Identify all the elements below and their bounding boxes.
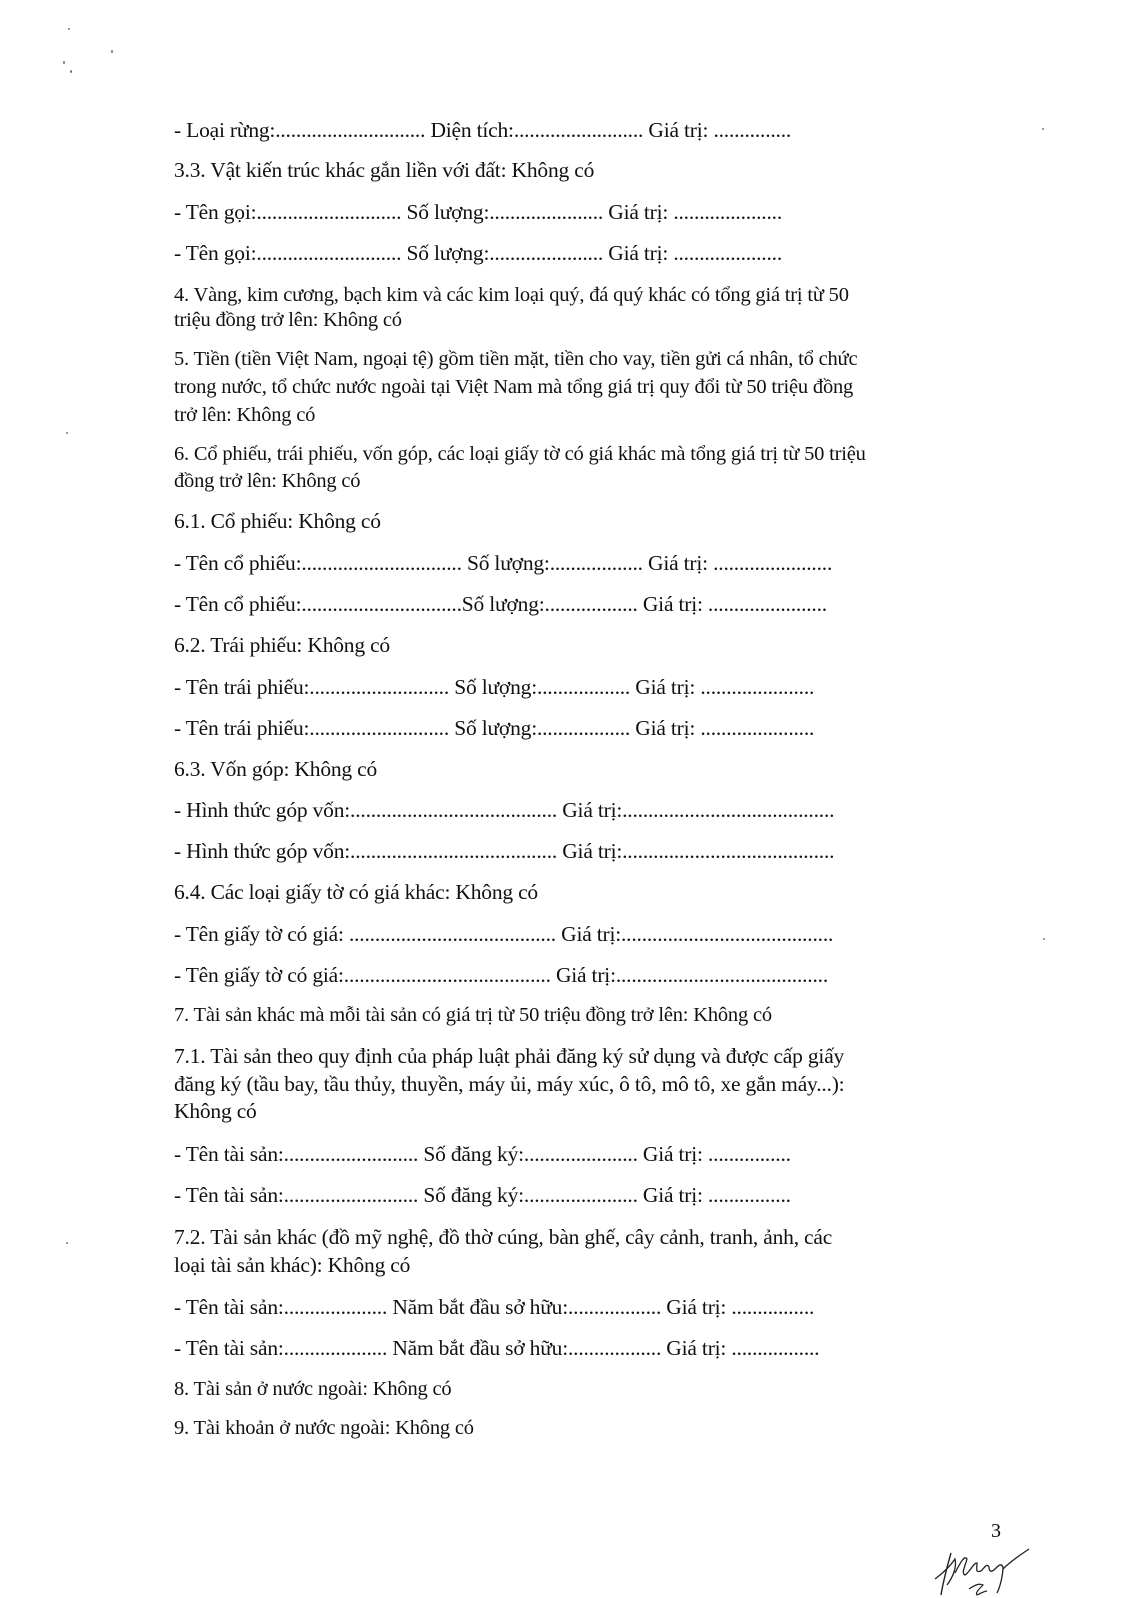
page-number: 3 [991,1520,1001,1542]
scan-speck [66,1242,68,1244]
doc-line: đồng trở lên: Không có [174,470,361,492]
section-heading: 5. Tiền (tiền Việt Nam, ngoại tệ) gồm tiền mặt, tiền cho vay, tiền gửi cá nhân, tổ chức [174,348,858,370]
section-heading: 6.4. Các loại giấy tờ có giá khác: Không có [174,880,538,904]
doc-line: - Tên trái phiếu:........................... Số lượng:.................. Giá trị: ...................... [174,716,815,740]
doc-line: trong nước, tổ chức nước ngoài tại Việt Nam mà tổng giá trị quy đổi từ 50 triệu đồng [174,376,854,398]
scan-speck [68,28,70,30]
doc-line: triệu đồng trở lên: Không có [174,309,402,331]
doc-line: - Tên tài sản:.................... Năm bắt đầu sở hữu:.................. Giá trị: ................. [174,1336,820,1360]
section-heading: 9. Tài khoản ở nước ngoài: Không có [174,1417,474,1439]
scan-speck [63,61,65,64]
section-heading: 6. Cổ phiếu, trái phiếu, vốn góp, các loại giấy tờ có giá khác mà tổng giá trị từ 50 triệu [174,443,866,465]
section-heading: 6.3. Vốn góp: Không có [174,757,378,781]
doc-line: trở lên: Không có [174,404,316,426]
doc-line: - Hình thức góp vốn:........................................ Giá trị:......................................... [174,798,835,822]
scan-speck [70,70,72,73]
doc-line: đăng ký (tầu bay, tầu thủy, thuyền, máy ủi, máy xúc, ô tô, mô tô, xe gắn máy...): [174,1072,845,1096]
section-heading: 7. Tài sản khác mà mỗi tài sản có giá trị từ 50 triệu đồng trở lên: Không có [174,1004,772,1026]
doc-line: - Tên tài sản:.......................... Số đăng ký:...................... Giá trị: ................ [174,1142,791,1166]
doc-line: - Tên cổ phiếu:...............................Số lượng:.................. Giá trị: ....................... [174,592,827,616]
doc-line: - Tên tài sản:.......................... Số đăng ký:...................... Giá trị: ................ [174,1183,791,1207]
signature-image [925,1545,1085,1597]
scan-speck [111,50,113,53]
doc-line: - Tên gọi:............................ Số lượng:...................... Giá trị: ..................... [174,241,782,265]
doc-line: - Tên giấy tờ có giá:........................................ Giá trị:......................................... [174,963,829,987]
doc-line: - Hình thức góp vốn:........................................ Giá trị:......................................... [174,839,835,863]
scan-speck [66,432,68,434]
doc-line: loại tài sản khác): Không có [174,1253,411,1277]
doc-line: - Tên trái phiếu:........................... Số lượng:.................. Giá trị: ...................... [174,675,815,699]
section-heading: 7.1. Tài sản theo quy định của pháp luật phải đăng ký sử dụng và được cấp giấy [174,1044,845,1068]
doc-line: - Tên cổ phiếu:............................... Số lượng:.................. Giá trị: ....................... [174,551,833,575]
doc-line: Không có [174,1099,257,1123]
section-heading: 6.2. Trái phiếu: Không có [174,633,390,657]
doc-line: - Tên tài sản:.................... Năm bắt đầu sở hữu:.................. Giá trị: ................ [174,1295,815,1319]
section-heading: 4. Vàng, kim cương, bạch kim và các kim loại quý, đá quý khác có tổng giá trị từ 50 [174,284,849,306]
section-heading: 3.3. Vật kiến trúc khác gắn liền với đất: Không có [174,158,595,182]
section-heading: 6.1. Cổ phiếu: Không có [174,509,381,533]
scan-speck [1043,938,1045,940]
section-heading: 8. Tài sản ở nước ngoài: Không có [174,1378,452,1400]
section-heading: 7.2. Tài sản khác (đồ mỹ nghệ, đồ thờ cúng, bàn ghế, cây cảnh, tranh, ảnh, các [174,1225,833,1249]
doc-line: - Tên giấy tờ có giá: ........................................ Giá trị:......................................... [174,922,834,946]
doc-line: - Tên gọi:............................ Số lượng:...................... Giá trị: ..................... [174,200,782,224]
doc-line: - Loại rừng:............................. Diện tích:......................... Giá trị: ............... [174,118,792,142]
scan-speck [1042,128,1044,130]
